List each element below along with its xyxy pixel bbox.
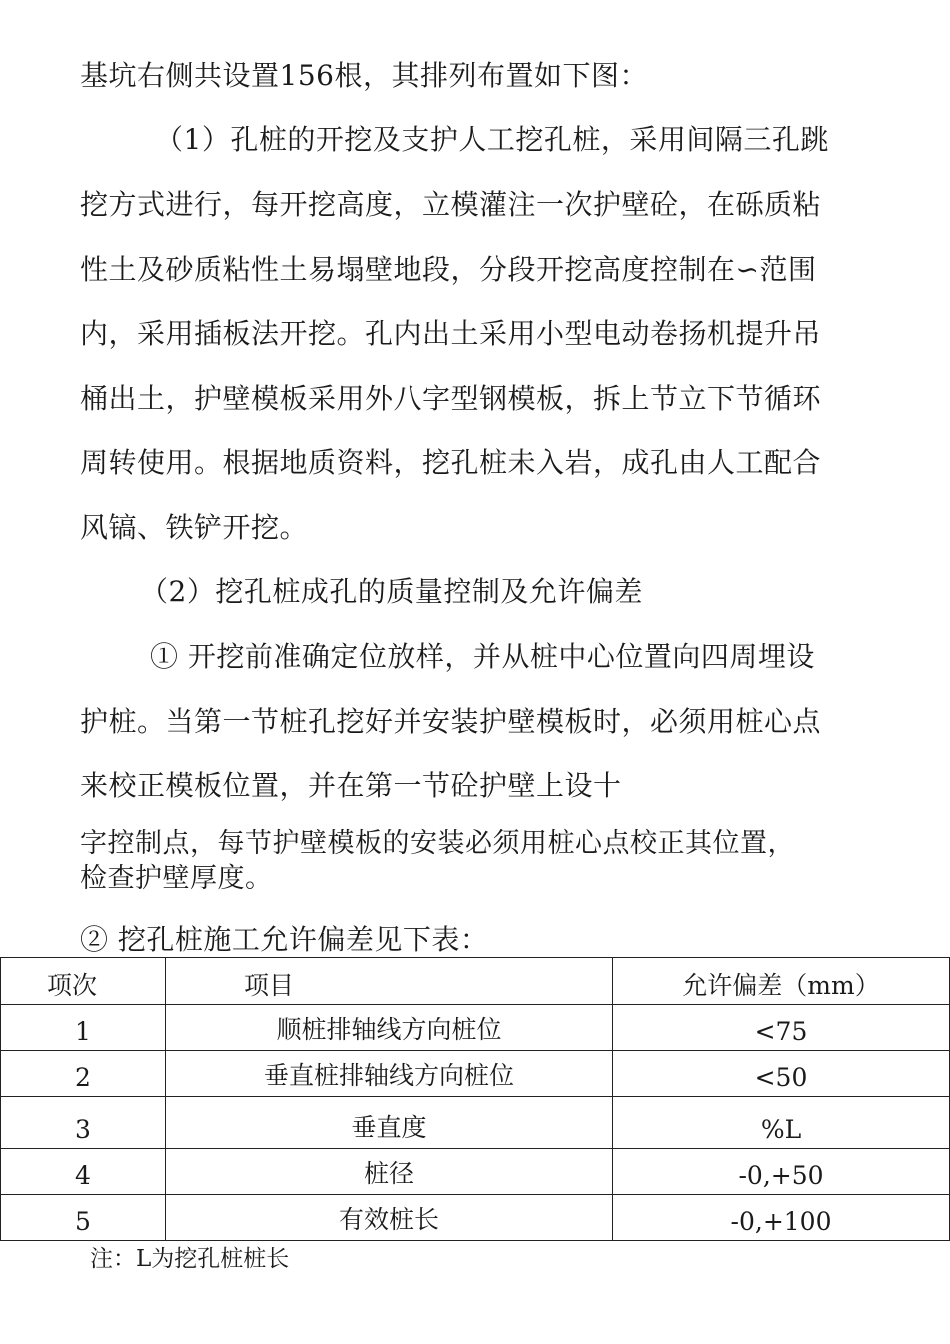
table-cell: 4 bbox=[1, 1149, 166, 1195]
table-cell: %L bbox=[613, 1097, 950, 1149]
header-cell: 项目 bbox=[166, 958, 613, 1005]
paragraph-line: 护桩。当第一节桩孔挖好并安装护壁模板时，必须用桩心点 bbox=[80, 705, 822, 738]
table-row bbox=[1, 1195, 950, 1241]
paragraph-line: 基坑右侧共设置156根，其排列布置如下图： bbox=[80, 59, 648, 92]
section-heading: （2）挖孔桩成孔的质量控制及允许偏差 bbox=[140, 575, 643, 608]
table-row bbox=[1, 1097, 950, 1149]
table-cell: -0,+50 bbox=[613, 1149, 950, 1195]
table-note: 注：L为挖孔桩桩长 bbox=[90, 1246, 290, 1272]
paragraph-line: ① 开挖前准确定位放样，并从桩中心位置向四周埋设 bbox=[150, 640, 815, 673]
table-cell: 顺桩排轴线方向桩位 bbox=[166, 1005, 613, 1051]
table-row bbox=[1, 1149, 950, 1195]
table-cell: 2 bbox=[1, 1051, 166, 1097]
paragraph-line: 周转使用。根据地质资料，挖孔桩未入岩，成孔由人工配合 bbox=[80, 446, 822, 479]
table-row bbox=[1, 1051, 950, 1097]
table-cell: 5 bbox=[1, 1195, 166, 1241]
paragraph-line: 风镐、铁铲开挖。 bbox=[80, 511, 309, 544]
table-cell: 垂直桩排轴线方向桩位 bbox=[166, 1051, 613, 1097]
tolerance-table bbox=[0, 957, 950, 1241]
header-cell: 项次 bbox=[1, 958, 166, 1005]
table-cell: 1 bbox=[1, 1005, 166, 1051]
table-cell: 桩径 bbox=[166, 1149, 613, 1195]
table-cell: 3 bbox=[1, 1097, 166, 1149]
paragraph-line: 字控制点，每节护壁模板的安装必须用桩心点校正其位置， bbox=[80, 828, 795, 859]
table-cell: <75 bbox=[613, 1005, 950, 1051]
table-cell: 垂直度 bbox=[166, 1097, 613, 1149]
table-cell: 有效桩长 bbox=[166, 1195, 613, 1241]
paragraph-line: 内，采用插板法开挖。孔内出土采用小型电动卷扬机提升吊 bbox=[80, 317, 822, 350]
paragraph-line: 桶出土，护壁模板采用外八字型钢模板，拆上节立下节循环 bbox=[80, 382, 822, 415]
table-header-row bbox=[1, 958, 950, 1005]
paragraph-line: 性土及砂质粘性土易塌壁地段，分段开挖高度控制在∽范围 bbox=[80, 253, 817, 286]
header-cell: 允许偏差（mm） bbox=[613, 958, 950, 1005]
paragraph-line: 挖方式进行，每开挖高度，立模灌注一次护壁砼，在砾质粘 bbox=[80, 188, 822, 221]
paragraph-line: （1）孔桩的开挖及支护人工挖孔桩，采用间隔三孔跳 bbox=[155, 123, 829, 156]
table-row bbox=[1, 1005, 950, 1051]
table-cell: <50 bbox=[613, 1051, 950, 1097]
paragraph-line: 检查护壁厚度。 bbox=[80, 863, 273, 894]
table-cell: -0,+100 bbox=[613, 1195, 950, 1241]
paragraph-line: 来校正模板位置，并在第一节砼护壁上设十 bbox=[80, 769, 622, 802]
table-caption: ② 挖孔桩施工允许偏差见下表： bbox=[80, 923, 489, 956]
